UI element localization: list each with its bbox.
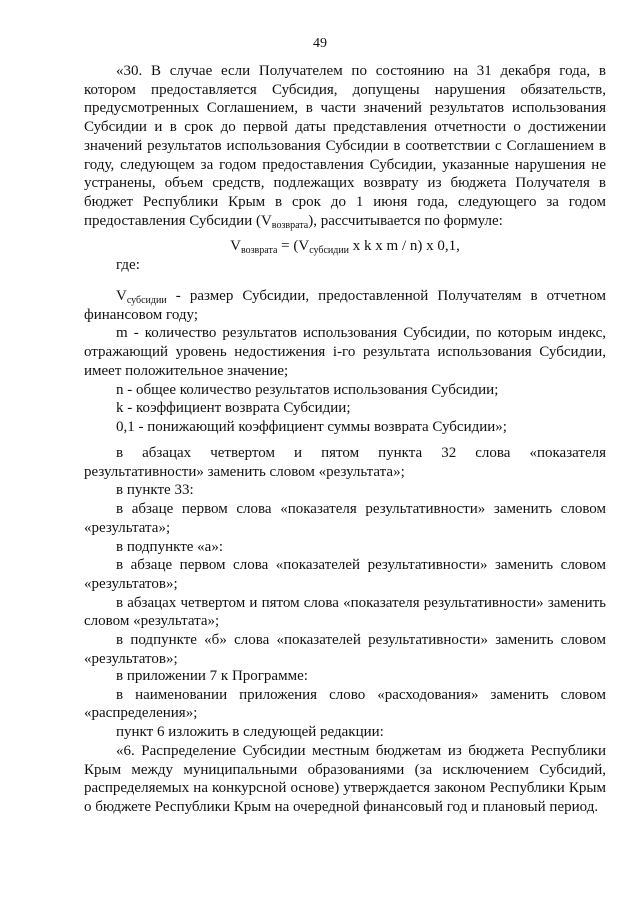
paragraph-30 (84, 62, 606, 230)
page-number: 49 (313, 36, 327, 51)
definition-v-subsidy: $V_{субсидии}$ - размер Субсидии, предоставленной Получателям в отчетном финансовом году; (84, 288, 606, 323)
annex-7-title-change: в наименовании приложения слово «расходования» заменить словом «распределения»; (84, 686, 606, 722)
amendment-33-first: в абзаце первом слова «показателя результативности» заменить словом «результата»; (84, 501, 606, 536)
amendments (84, 444, 606, 668)
amendment-a-first: в абзаце первом слова «показателей результативности» заменить словом «результатов»; (84, 557, 606, 592)
amendment-point-32: в абзацах четвертом и пятом пункта 32 слова «показателя результативности» заменить словом «результата»; (84, 445, 606, 480)
amendment-subpoint-b: в подпункте «б» слова «показателей результативности» заменить словом «результатов»; (84, 632, 606, 667)
annex-7-point-6-text: «6. Распределение Субсидии местным бюджетам из бюджета Республики Крым между муниципальными образованиями (за исключением Субсидий, распределяемых на конкурсной основе) утверждается законом Республики Крым о бюджете Республики Крым на очередной финансовый год и плановый период. (84, 742, 606, 815)
annex-7-heading: в приложении 7 к Программе: (116, 668, 308, 684)
definitions (84, 287, 606, 437)
definition-k: k - коэффициент возврата Субсидии; (116, 400, 351, 417)
definition-n: n - общее количество результатов использования Субсидии; (116, 381, 499, 398)
definition-coefficient: 0,1 - понижающий коэффициент суммы возврата Субсидии»; (116, 418, 507, 435)
annex-7-point-6-intro: пункт 6 изложить в следующей редакции: (116, 724, 384, 741)
definition-m: m - количество результатов использования Субсидии, по которым индекс, отражающий уровень недостижения i-го результата использования Субсидии, имеет положительное значение; (84, 325, 606, 379)
formula: $V_{возврата} = (V_{субсидии}$ x k x m / n) x 0,1, (230, 238, 460, 256)
annex-7 (84, 667, 606, 817)
amendment-subpoint-a: в подпункте «а»: (116, 538, 223, 555)
where-label: где: (116, 257, 140, 273)
paragraph-30-text: «30. В случае если Получателем по состоянию на 31 декабря года, в котором предоставляется Субсидия, допущены нарушения обязательств, предусмотренных Соглашением, в части значений результатов использования Субсидии и в срок до первой даты представления отчетности о достижении значений результатов использования Субсидии в соответствии с Соглашением в году, следующем за годом предоставления Субсидии, указанные нарушения не устранены, объем средств, подлежащих возврату из бюджета Получателя в бюджет Республики Крым в срок до 1 июня года, следующего за годом предоставления Субсидии $(V_{возврата})$, рассчитывается по формуле: (84, 63, 606, 231)
amendment-point-33: в пункте 33: (116, 482, 194, 499)
amendment-a-fourth-fifth: в абзацах четвертом и пятом слова «показателя результативности» заменить словом «результата»; (84, 594, 606, 630)
